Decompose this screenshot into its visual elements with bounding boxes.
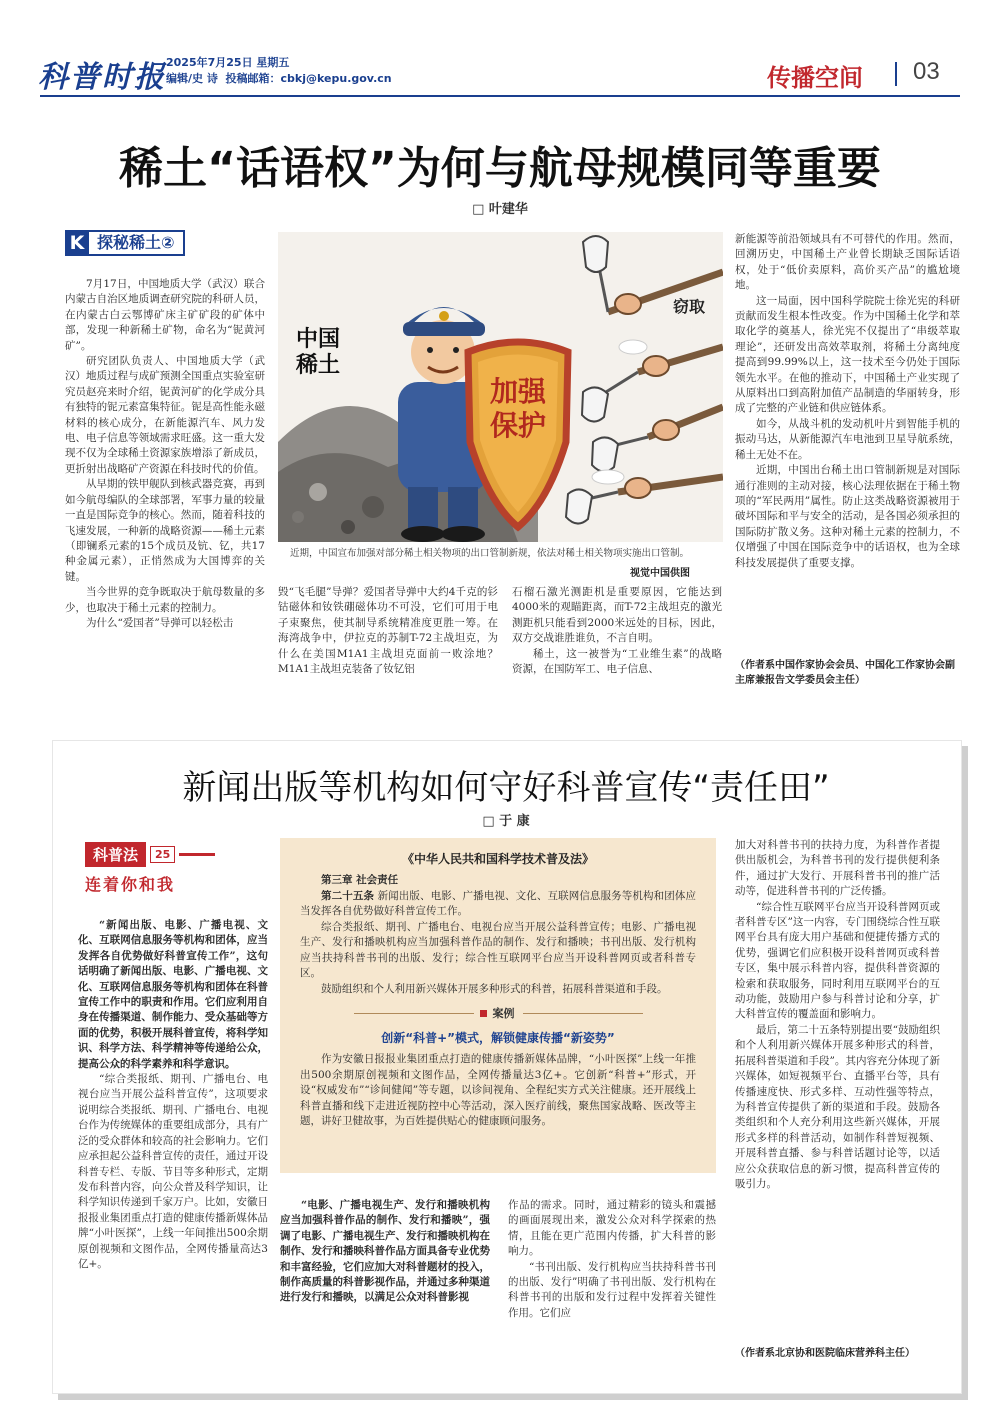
article1-column4: [735, 232, 960, 650]
column-tag-law-label: 科普法: [85, 842, 146, 867]
paragraph: 从早期的铁甲舰队到核武器竞赛，再到如今航母编队的全球部署，军事力量的较量一直是国际竞争的核心。然而，随着科技的飞速发展，一种新的战略资源——稀土元素（即镧系元素的15个成员及钪、钇，共17种金属元素），正悄然成为大国博弈的关键。: [65, 478, 265, 583]
paragraph: 最后，第二十五条特别提出要“鼓励组织和个人利用新兴媒体开展多种形式的科普，拓展科普渠道和手段”。其内容充分体现了新兴媒体，如短视频平台、直播平台等，具有传播速度快、形式多样、互动性强等特点，为科普宣传提供了新的渠道和手段。鼓励各类组织和个人充分利用这些新兴媒体，开展形式多样的科普活动，如制作科普短视频、开展科普直播、参与科普话题讨论等，以适应公众获取信息的新习惯，提高科普宣传的吸引力。: [735, 1023, 940, 1190]
cartoon-label-china-rare-earth: 中国 稀土: [296, 327, 341, 378]
column-tag-decor: [179, 853, 215, 856]
paragraph: 加大对科普书刊的扶持力度，为科普作者提供出版机会，为科普书刊的发行提供便利条件，通过扩大发行、开展科普书刊的推广活动等，促进科普书刊的广泛传播。: [735, 839, 940, 898]
paragraph: 这一局面，因中国科学院院士徐光宪的科研贡献而发生根本性改变。作为中国稀土化学和萃取化学的奠基人，徐光宪不仅提出了“串级萃取理论”，还研发出高效萃取剂，将稀土分离纯度提高到99.99%以上，这一技术至今仍处于国际领先水平。在他的推动下，中国稀土产业实现了从原料出口到高附加值产品制造的华丽转身，形成了完整的产业链和供应链体系。: [735, 294, 960, 415]
paragraph: 为什么“爱国者”导弹可以轻松击: [86, 616, 234, 629]
paragraph: 当今世界的竞争既取决于航母数量的多少，也取决于稀土元素的控制力。: [65, 586, 265, 614]
paragraph: 毁“飞毛腿”导弹？爱国者导弹中大约4千克的钐钴磁体和钕铁硼磁体功不可没，它们可用于电子束聚焦，使其制导系统精准度更胜一筹。在海湾战争中，伊拉克的苏制T-72主战坦克，为什么在美国M1A1主战坦克面前一败涂地？M1A1主战坦克装备了钕钇铝: [278, 586, 498, 676]
article2-column1: [78, 918, 268, 1358]
article1-column2: [278, 585, 498, 715]
paragraph: “书刊出版、发行机构应当扶持科普书刊的出版、发行”明确了书刊出版、发行机构在科普书刊的出版和发行过程中发挥着关键性作用。它们应: [508, 1260, 716, 1319]
article1-title: 稀土“话语权”为何与航母规模同等重要: [119, 143, 881, 194]
column-tag-rare-earth: [65, 230, 235, 256]
page-number: 03: [913, 58, 940, 85]
paragraph: “综合类报纸、期刊、广播电台、电视台应当开展公益科普宣传”，这项要求说明综合类报纸、期刊、广播电台、电视台作为传统媒体的重要组成部分，具有广泛的受众群体和较高的社会影响力。它们应承担起公益科普宣传的责任，通过开设科普专栏、专版、节目等多种形式，定期发布科普内容，向公众普及科学知识，让科学知识传递到千家万户。比如，安徽日报报业集团重点打造的健康传播新媒体品牌“小叶医探”，上线一年间推出500余期原创视频和文图作品，全网传播量高达3亿+。: [78, 1073, 268, 1270]
law-box-title: 《中华人民共和国科学技术普及法》: [401, 852, 594, 866]
article1-author-note: （作者系中国作家协会会员、中国化工作家协会副主席兼报告文学委员会主任）: [735, 660, 955, 686]
law-paragraph: 鼓励组织和个人利用新兴媒体开展多种形式的科普，拓展科普渠道和手段。: [321, 982, 668, 995]
newspaper-logo: 科普时报: [38, 60, 166, 95]
case-text: 作为安徽日报报业集团重点打造的健康传播新媒体品牌，“小叶医探”上线一年推出500余期原创视频和文图作品，全网传播量达3亿+。它创新“科普+”形式，开设“权威发布”“诊间健闻”等专题，以诊间视角、全程纪实方式关注健康。还开展线上科普直播和线下走进近视防控中心等活动，深入医疗前线，聚焦国家战略、医改等主题，讲好卫健故事，为百姓提供贴心的健康顾问服务。: [300, 1053, 696, 1127]
article1-column1: [65, 277, 265, 713]
issue-date: 2025年7月25日 星期五: [166, 56, 290, 69]
law-text-box: [280, 838, 716, 1173]
cartoon-label-steal: 窃取: [673, 297, 706, 316]
article2-column4: [735, 838, 940, 1338]
article1-column3: [512, 585, 722, 715]
case-label: 案例: [492, 1007, 515, 1020]
editor-name: 编辑/史 诗: [166, 72, 218, 85]
law-paragraph: 综合类报纸、期刊、广播电台、电视台应当开展公益科普宣传；电影、广播电视生产、发行和播映机构应当加强科普作品的制作、发行和播映；书刊出版、发行机构应当扶持科普书刊的出版、发行；综合性互联网平台应当开设科普网页或者科普专区。: [300, 920, 696, 979]
image-caption: 近期，中国宣布加强对部分稀土相关物项的出口管制新规，依法对稀土相关物项实施出口管制。: [290, 548, 690, 559]
section-name: 传播空间: [767, 64, 863, 92]
law-article-text: 新闻出版、电影、广播电视、文化、互联网信息服务等机构和团体应当发挥各自优势做好科普宣传工作。: [300, 889, 697, 917]
column-tag-issue-number: 25: [150, 846, 175, 863]
article2-column3: [508, 1198, 716, 1368]
case-marker-icon: [480, 1010, 487, 1017]
paragraph: 作品的需求。同时，通过精彩的镜头和震撼的画面展现出来，激发公众对科学探索的热情，且能在更广范围内传播，扩大科普的影响力。: [508, 1199, 716, 1258]
article1-byline: □ 叶建华: [472, 202, 528, 217]
article2-byline: □ 于 康: [482, 814, 530, 829]
masthead-rule: [40, 95, 960, 97]
paragraph: 如今，从战斗机的发动机叶片到智能手机的振动马达，从新能源汽车电池到卫星导航系统，稀土无处不在。: [735, 417, 960, 461]
cartoon-illustration: [278, 232, 723, 542]
submission-email: 投稿邮箱：cbkj@kepu.gov.cn: [225, 72, 392, 85]
case-divider: [280, 1005, 716, 1021]
article2-author-note: （作者系北京协和医院临床营养科主任）: [735, 1348, 915, 1359]
masthead-divider: [895, 62, 897, 86]
column-tag-label: 探秘稀土②: [89, 230, 185, 256]
article2-title: 新闻出版等机构如何守好科普宣传“责任田”: [182, 768, 830, 808]
image-credit: 视觉中国供图: [630, 568, 690, 579]
paragraph: 研究团队负责人、中国地质大学（武汉）地质过程与成矿预测全国重点实验室研究员赵亮来时介绍，铌黄河矿的化学成分具有独特的铌元素富集特征。铌是高性能永磁材料的核心成分，在新能源汽车、风力发电、电子信息等领域需求旺盛。这一重大发现不仅为全球稀土资源家族增添了新成员，更折射出战略矿产资源在科技时代的价值。: [65, 355, 265, 475]
paragraph: 稀土，这一被誉为“工业维生素”的战略资源，在国防军工、电子信息、: [512, 647, 722, 676]
article2-column2: [280, 1198, 490, 1368]
column-tag-science-law: [85, 842, 260, 898]
masthead-info: [166, 55, 392, 87]
paragraph: 7月17日，中国地质大学（武汉）联合内蒙古自治区地质调查研究院的科研人员，在内蒙古白云鄂博矿床主矿矿段的矿体中部，发现一种新稀土矿物，命名为“铌黄河矿”。: [65, 278, 265, 352]
column-tag-subtitle: 连着你和我: [85, 875, 176, 894]
paragraph: “新闻出版、电影、广播电视、文化、互联网信息服务等机构和团体，应当发挥各自优势做好科普宣传工作”，这句话明确了新闻出版、电影、广播电视、文化、互联网信息服务等机构和团体在科普宣传工作中的职责和作用。它们应利用自身在传播渠道、制作能力、受众基础等方面的优势，积极开展科普宣传，将科学知识、科学方法、科学精神等传递给公众，提高公众的科学素养和科学意识。: [78, 919, 268, 1070]
law-chapter: 第三章 社会责任: [321, 874, 399, 886]
case-title: 创新“科普+”模式，解锁健康传播“新姿势”: [381, 1031, 615, 1045]
paragraph: 新能源等前沿领域具有不可替代的作用。然而，回溯历史，中国稀土产业曾长期缺乏国际话语权，处于“低价卖原料，高价买产品”的尴尬境地。: [735, 233, 960, 292]
law-article-label: 第二十五条: [321, 889, 375, 902]
paragraph: 近期，中国出台稀土出口管制新规是对国际通行准则的主动对接，核心法理依据在于稀土物项的“军民两用”属性。防止这类战略资源被用于破坏国际和平与安全的活动，是各国必须承担的国际防扩散义务。这种对稀土元素的控制力，不仅增强了中国在国际竞争中的话语权，也为全球科技发展提供了重要支撑。: [735, 464, 960, 569]
shield-text: 加强 保护: [489, 375, 546, 442]
paragraph: “电影、广播电视生产、发行和播映机构应当加强科普作品的制作、发行和播映”，强调了电影、广播电视生产、发行和播映机构在制作、发行和播映科普作品方面具备专业优势和丰富经验，它们应加大对科普题材的投入，制作高质量的科普影视作品，并通过多种渠道进行发行和播映，以满足公众对科普影视: [280, 1199, 490, 1304]
paragraph: “综合性互联网平台应当开设科普网页或者科普专区”这一内容，专门围绕综合性互联网平台具有庞大用户基础和便捷传播方式的优势，强调它们应积极开设科普网页或科普专区，集中展示科普内容，提供科普资源的检索和获取服务，同时利用互联网平台的互动功能，鼓励用户参与科普讨论和分享，扩大科普宣传的覆盖面和影响力。: [735, 900, 940, 1021]
paragraph: 石榴石激光测距机是重要原因，它能达到4000米的观瞄距离，而T-72主战坦克的激光测距机只能看到2000米远处的目标，因此，双方交战谁胜谁负，不言自明。: [512, 586, 722, 645]
column-tag-letter: K: [65, 230, 89, 256]
